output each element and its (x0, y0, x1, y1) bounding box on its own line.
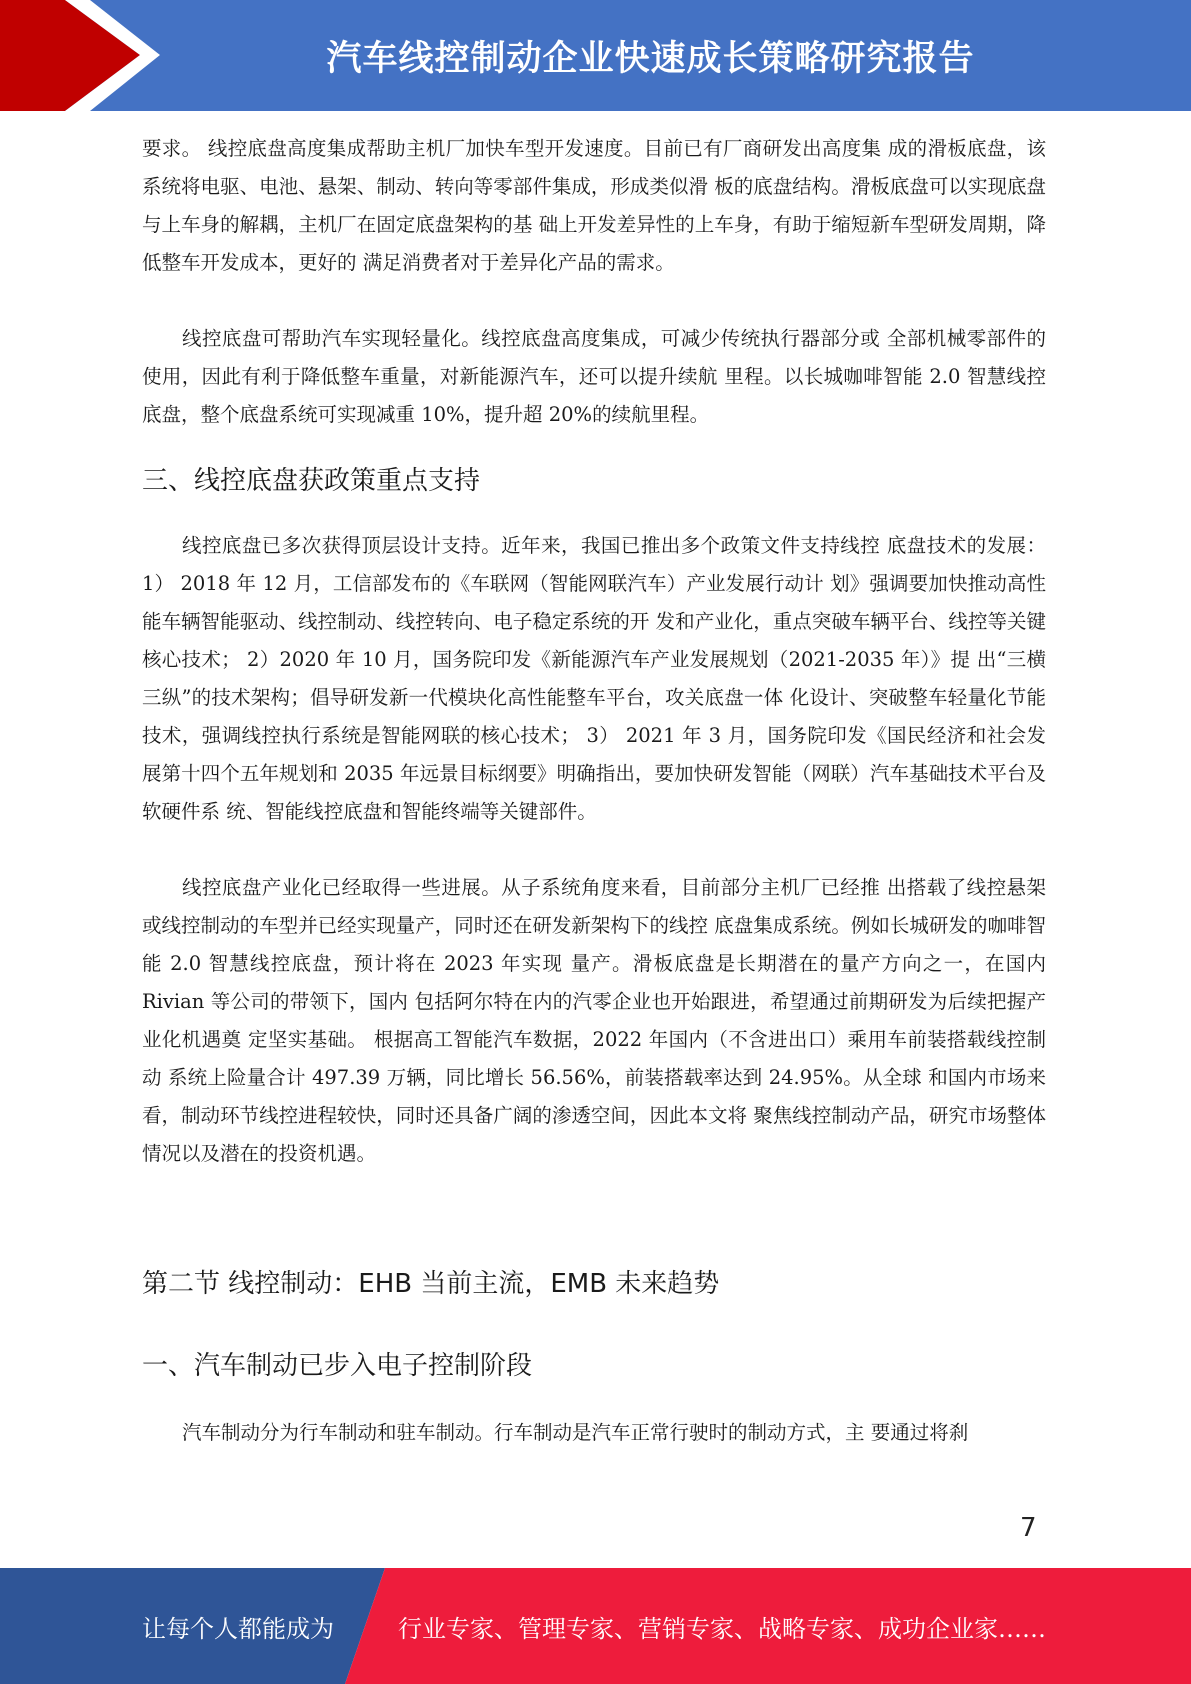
section-heading-chapter-2: 第二节 线控制动：EHB 当前主流，EMB 未来趋势 (142, 1269, 720, 1299)
paragraph-5: 汽车制动分为行车制动和驻车制动。行车制动是汽车正常行驶时的制动方式，主 要通过将刹 (182, 1421, 969, 1444)
footer-slogan-right: 行业专家、管理专家、营销专家、战略专家、成功企业家…… (398, 1614, 1046, 1643)
footer-slogan-left: 让每个人都能成为 (142, 1614, 334, 1643)
page-content (142, 130, 1046, 1452)
section-heading-electronic-control: 一、汽车制动已步入电子控制阶段 (142, 1351, 533, 1381)
paragraph-1: 要求。 线控底盘高度集成帮助主机厂加快车型开发速度。目前已有厂商研发出高度集 成的滑板底盘，该系统将电驱、电池、悬架、制动、转向等零部件集成，形成类似滑 板的底盘结构。滑板底盘可以实现底盘与上车身的解耦，主机厂在固定底盘架构的基 础上开发差异性的上车身，有助于缩短新车型研发周期，降低整车开发成本，更好的 满足消费者对于差异化产品的需求。 (142, 137, 1046, 274)
section-heading-policy: 三、线控底盘获政策重点支持 (142, 466, 481, 496)
page-number: 7 (1020, 1513, 1037, 1543)
page-footer (0, 1568, 1191, 1684)
paragraph-4: 线控底盘产业化已经取得一些进展。从子系统角度来看，目前部分主机厂已经推 出搭载了线控悬架或线控制动的车型并已经实现量产，同时还在研发新架构下的线控 底盘集成系统。例如长城研发的咖啡智能 2.0 智慧线控底盘，预计将在 2023 年实现 量产。滑板底盘是长期潜在的量产方向之一，在国内 Rivian 等公司的带领下，国内 包括阿尔特在内的汽零企业也开始跟进，希望通过前期研发为后续把握产业化机遇奠 定坚实基础。 根据高工智能汽车数据，2022 年国内（不含进出口）乘用车前装搭载线控制动 系统上险量合计 497.39 万辆，同比增长 56.56%，前装搭载率达到 24.95%。从全球 和国内市场来看，制动环节线控进程较快，同时还具备广阔的渗透空间，因此本文将 聚焦线控制动产品，研究市场整体情况以及潜在的投资机遇。 (142, 876, 1046, 1165)
report-title: 汽车线控制动企业快速成长策略研究报告 (326, 38, 975, 79)
paragraph-3: 线控底盘已多次获得顶层设计支持。近年来，我国已推出多个政策文件支持线控 底盘技术的发展： 1） 2018 年 12 月，工信部发布的《车联网（智能网联汽车）产业发展行动计 划》强调要加快推动高性能车辆智能驱动、线控制动、线控转向、电子稳定系统的开 发和产业化，重点突破车辆平台、线控等关键核心技术； 2）2020 年 10 月，国务院印发《新能源汽车产业发展规划（2021-2035 年）》提 出“三横三纵”的技术架构；倡导研发新一代模块化高性能整车平台，攻关底盘一体 化设计、突破整车轻量化节能技术，强调线控执行系统是智能网联的核心技术； 3） 2021 年 3 月，国务院印发《国民经济和社会发展第十四个五年规划和 2035 年远景目标纲要》明确指出，要加快研发智能（网联）汽车基础技术平台及软硬件系 统、智能线控底盘和智能终端等关键部件。 (142, 534, 1046, 823)
page-header (0, 0, 1191, 111)
paragraph-2: 线控底盘可帮助汽车实现轻量化。线控底盘高度集成，可减少传统执行器部分或 全部机械零部件的使用，因此有利于降低整车重量，对新能源汽车，还可以提升续航 里程。以长城咖啡智能 2.0 智慧线控底盘，整个底盘系统可实现减重 10%，提升超 20%的续航里程。 (142, 327, 1046, 426)
